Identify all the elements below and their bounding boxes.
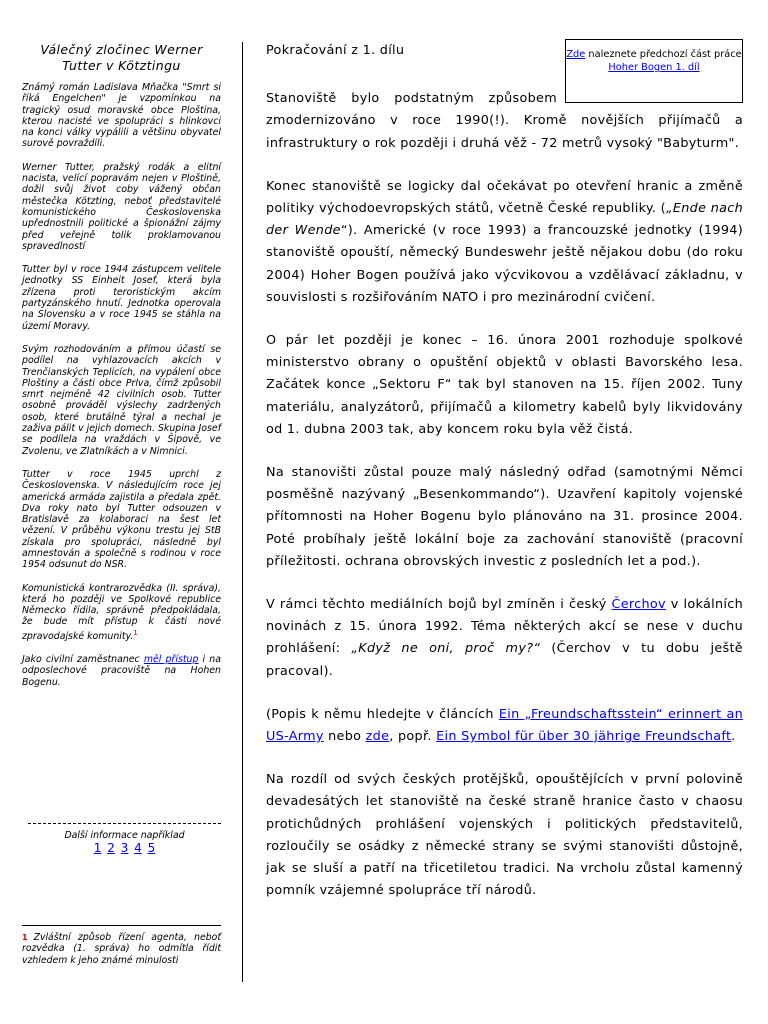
column-divider bbox=[242, 42, 243, 982]
footnote bbox=[22, 925, 221, 966]
footnote-divider bbox=[22, 925, 221, 926]
access-link[interactable]: měl přístup bbox=[143, 654, 199, 666]
articles-text-popr: , popř. bbox=[389, 729, 437, 745]
sidebar-paragraph-intro: Známý román Ladislava Mňačka "Smrt si říká Engelchen" je vzpomínkou na tragický osud moravské obce Ploština, kterou nacisté ve spolupráci s hlinkovci na konci války vypálili a většinu obyvatel surově povraždili. bbox=[22, 82, 221, 150]
footnote-reference[interactable]: 1 bbox=[133, 628, 138, 637]
paragraph-media-battles bbox=[266, 594, 743, 683]
paragraph-besenkommando: Na stanovišti zůstal pouze malý následný odřad (samotnými Němci posměšně nazývaný „Besenkommando“). Uzavření kapitoly vojenské přítomnosti na Hoher Bogenu bylo plánováno na 31. prosince 2004. Poté probíhaly ještě lokální boje za zachování stanoviště (pracovní příležitosti. ochrana obrovských investic z posledních let a pod.). bbox=[266, 465, 743, 569]
counterintelligence-text: Komunistická kontrarozvědka (II. správa), která ho později ve Spolkové republice Německo řídila, správně předpokládala, že bude mít přístup k části nové zpravodajské komunity. bbox=[22, 582, 221, 642]
zde-link[interactable]: zde bbox=[365, 729, 390, 745]
more-link-1[interactable]: 1 bbox=[93, 841, 102, 856]
more-link-2[interactable]: 2 bbox=[107, 841, 115, 856]
more-info-links bbox=[28, 843, 221, 854]
articles-text-start: (Popis k němu hledejte v článcích bbox=[266, 706, 499, 722]
media-text-middle: v lokálních novinách z 15. února 1992. Téma některých akcí se nese v duchu prohlášení: bbox=[266, 597, 744, 657]
sidebar-paragraph-crimes: Svým rozhodováním a přímou účastí se podílel na vyhlazovacích akcích v Trenčianských Teplicích, na vypálení obce Ploštiny a části obce Prlva, čímž způsobil smrt nejméně 42 civilních osob. Tutter osobně prováděl výslechy zadržených osob, které brutálně týral a nechal je zaživa pálit v jejich domech. Skupina Josef se podílela na vraždách v Šipově, ve Zvolenu, ve Zlatníkách a v Nimnici. bbox=[22, 343, 221, 457]
sidebar-paragraph-counterintelligence bbox=[22, 583, 221, 643]
more-link-5[interactable]: 5 bbox=[147, 841, 156, 856]
footnote-marker: 1 bbox=[22, 933, 28, 942]
quote: „Když ne oni, proč my?“ bbox=[351, 641, 541, 657]
more-info bbox=[28, 823, 221, 855]
infobox-text: naleznete předchozí část práce bbox=[585, 49, 742, 60]
continuation-heading: Pokračování z 1. dílu bbox=[266, 43, 405, 58]
freundschaftsstein-link[interactable]: Ein „Freundschaftsstein“ erinnert an US-Army bbox=[266, 706, 743, 745]
paragraph-modernization: Stanoviště bylo podstatným způsobem zmodernizováno v roce 1990(!). Kromě novějších přijímačů a infrastruktury o rok později i druhá věž - 72 metrů vysoký "Babyturm". bbox=[266, 91, 743, 151]
media-text-start: V rámci těchto mediálních bojů byl zmíněn i český bbox=[266, 597, 612, 613]
sidebar-paragraph-employee bbox=[22, 654, 221, 688]
paragraph-end-of-station bbox=[266, 176, 743, 309]
more-link-3[interactable]: 3 bbox=[120, 841, 129, 856]
articles-text-end: . bbox=[731, 729, 736, 745]
previous-part-box bbox=[565, 39, 743, 103]
previous-part-link[interactable]: Hoher Bogen 1. díl bbox=[608, 62, 700, 73]
sidebar-title: Válečný zločinec Werner Tutter v Kötztingu bbox=[40, 42, 203, 73]
sidebar-paragraph-escape: Tutter v roce 1945 uprchl z Československa. V následujícím roce jej americká armáda zajistila a předala zpět. Dva roky nato byl Tutter odsouzen v Bratislavě za kolaboraci na šest let vězení. V průběhu výkonu trestu jej StB získala pro spolupráci, následně byl amnestován a společně s rodinou v roce 1954 odsunut do NSR. bbox=[22, 468, 221, 571]
here-link[interactable]: Zde bbox=[566, 49, 586, 60]
cerchov-link[interactable]: Čerchov bbox=[611, 597, 666, 613]
footnote-text: Zvláštní způsob řízení agenta, neboť rozvědka (1. správa) ho odmítla řídit vzhledem k jeho známé minulosti bbox=[22, 932, 221, 966]
main-content bbox=[266, 40, 743, 924]
articles-text-or: nebo bbox=[323, 729, 366, 745]
end-text-rest: “). Americké (v roce 1993) a francouzské jednotky (1994) stanoviště opouští, německý Bundeswehr ještě nějakou dobu (do roku 2004) Hoher Bogen používá jako výcvikovou a vzdělávací základnu, v souvislosti s rozšiřováním NATO i pro mezinárodní cvičení. bbox=[266, 223, 743, 305]
employee-text-start: Jako civilní zaměstnanec bbox=[22, 654, 144, 666]
paragraph-closure-decision: O pár let později je konec – 16. února 2001 rozhoduje spolkové ministerstvo obrany o opuštění objektů v oblasti Bavorského lesa. Začátek konce „Sektoru F“ tak byl stanoven na 15. říjen 2002. Tuny materiálu, analyzátorů, přijímačů a kilometry kabelů byly likvidovány od 1. dubna 2003 tak, aby koncem roku byla věž čistá. bbox=[266, 333, 743, 437]
sidebar bbox=[22, 42, 221, 982]
more-link-4[interactable]: 4 bbox=[134, 841, 142, 856]
media-text-end: (Čerchov v tu dobu ještě pracoval). bbox=[266, 641, 743, 679]
end-text-start: Konec stanoviště se logicky dal očekávat po otevření hranic a změně politiky východoevropských států, včetně České republiky. ( bbox=[266, 178, 743, 217]
paragraph-comparison: Na rozdíl od svých českých protějšků, opouštějících v první polovině devadesátých let stanoviště na české straně hranice často v chaosu protichůdných prohlášení vojenských i politických představitelů, rozloučily se osádky z německé strany se svými stanovišti důstojně, jak se sluší a patří na třicetiletou tradici. Na vrcholu zůstal kamenný pomník vzájemné spolupráce tří národů. bbox=[266, 772, 743, 899]
more-info-divider bbox=[28, 823, 221, 824]
symbol-freundschaft-link[interactable]: Ein Symbol für über 30 jährige Freundschaft bbox=[436, 729, 732, 745]
ende-nach-der-wende: „Ende nach der Wende bbox=[266, 201, 743, 239]
employee-text-end: i na odposlechové pracoviště na Hohen Bogenu. bbox=[22, 654, 221, 688]
paragraph-articles bbox=[266, 704, 743, 748]
sidebar-paragraph-tutter: Werner Tutter, pražský rodák a elitní nacista, velící popravám nejen v Ploštině, dožil svůj život coby vážený občan městečka Kötzting, neboť představitelé komunistického Československa upřednostnili politické a špionážní zájmy před veřejně tolik proklamovanou spravedlností bbox=[22, 161, 221, 252]
sidebar-paragraph-unit: Tutter byl v roce 1944 zástupcem velitele jednotky SS Einheit Josef, která byla zřízena proti teroristickým akcím partyzánského hnutí. Jednotka operovala na Slovensku a v roce 1945 se stáhla na území Moravy. bbox=[22, 264, 221, 332]
more-info-label: Další informace například bbox=[64, 830, 185, 841]
